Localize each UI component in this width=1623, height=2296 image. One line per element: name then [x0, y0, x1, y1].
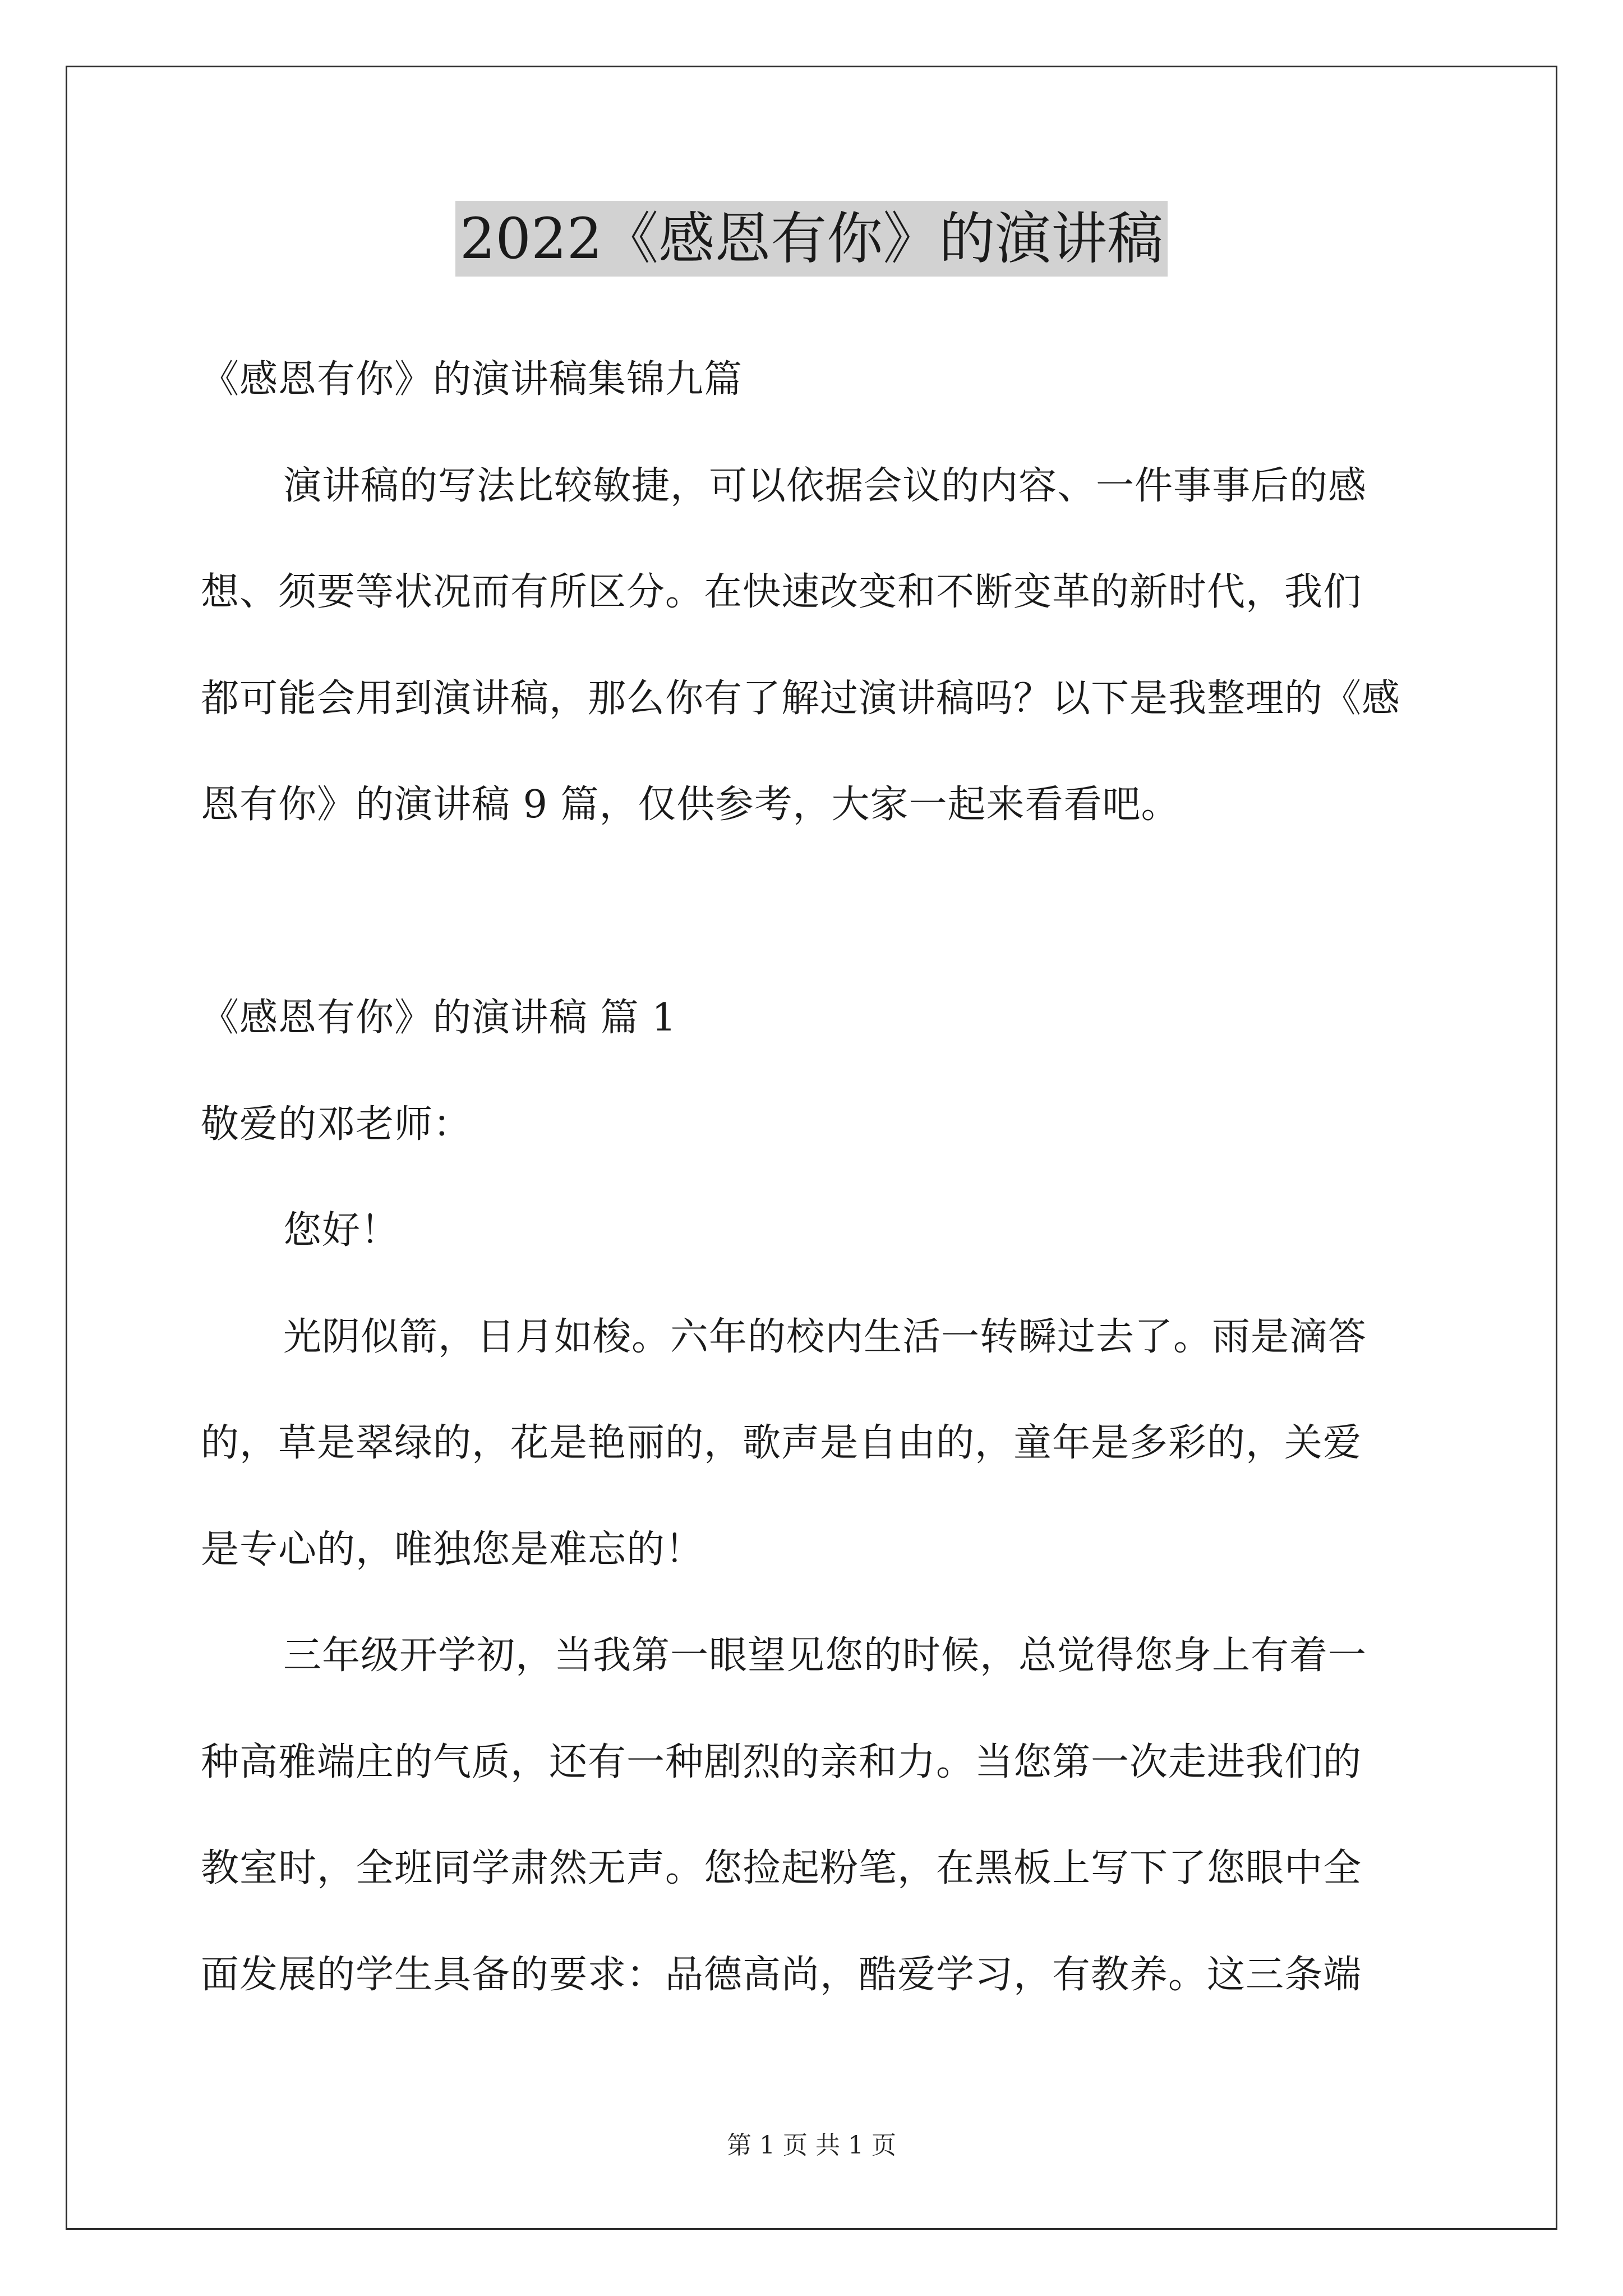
salutation-line: 敬爱的邓老师：: [201, 1102, 472, 1147]
paragraph-line: 种高雅端庄的气质，还有一种剧烈的亲和力。当您第一次走进我们的: [201, 1740, 1362, 1784]
title-container: [0, 201, 1623, 277]
paragraph-line: 想、须要等状况而有所区分。在快速改变和不断变革的新时代，我们: [201, 570, 1362, 614]
paragraph-line: 演讲稿的写法比较敏捷，可以依据会议的内容、一件事事后的感: [283, 464, 1367, 508]
paragraph-line: 的，草是翠绿的，花是艳丽的，歌声是自由的，童年是多彩的，关爱: [201, 1421, 1362, 1465]
paragraph-line: 光阴似箭，日月如梭。六年的校内生活一转瞬过去了。雨是滴答: [283, 1315, 1367, 1359]
paragraph-line: 恩有你》的演讲稿 9 篇，仅供参考，大家一起来看看吧。: [201, 783, 1180, 827]
paragraph-line: 三年级开学初，当我第一眼望见您的时候，总觉得您身上有着一: [283, 1634, 1367, 1678]
document-title: 2022《感恩有你》的演讲稿: [455, 201, 1168, 277]
page-footer: 第 1 页 共 1 页: [727, 2131, 896, 2160]
paragraph-line: 是专心的，唯独您是难忘的！: [201, 1527, 704, 1572]
paragraph-line: 面发展的学生具备的要求：品德高尚，酷爱学习，有教养。这三条端: [201, 1953, 1362, 1997]
greeting-line: 您好！: [283, 1208, 400, 1253]
section-heading: 《感恩有你》的演讲稿 篇 1: [201, 996, 677, 1040]
subtitle-line: 《感恩有你》的演讲稿集锦九篇: [201, 357, 743, 402]
paragraph-line: 都可能会用到演讲稿，那么你有了解过演讲稿吗？以下是我整理的《感: [201, 677, 1401, 721]
paragraph-line: 教室时，全班同学肃然无声。您捡起粉笔，在黑板上写下了您眼中全: [201, 1846, 1362, 1890]
